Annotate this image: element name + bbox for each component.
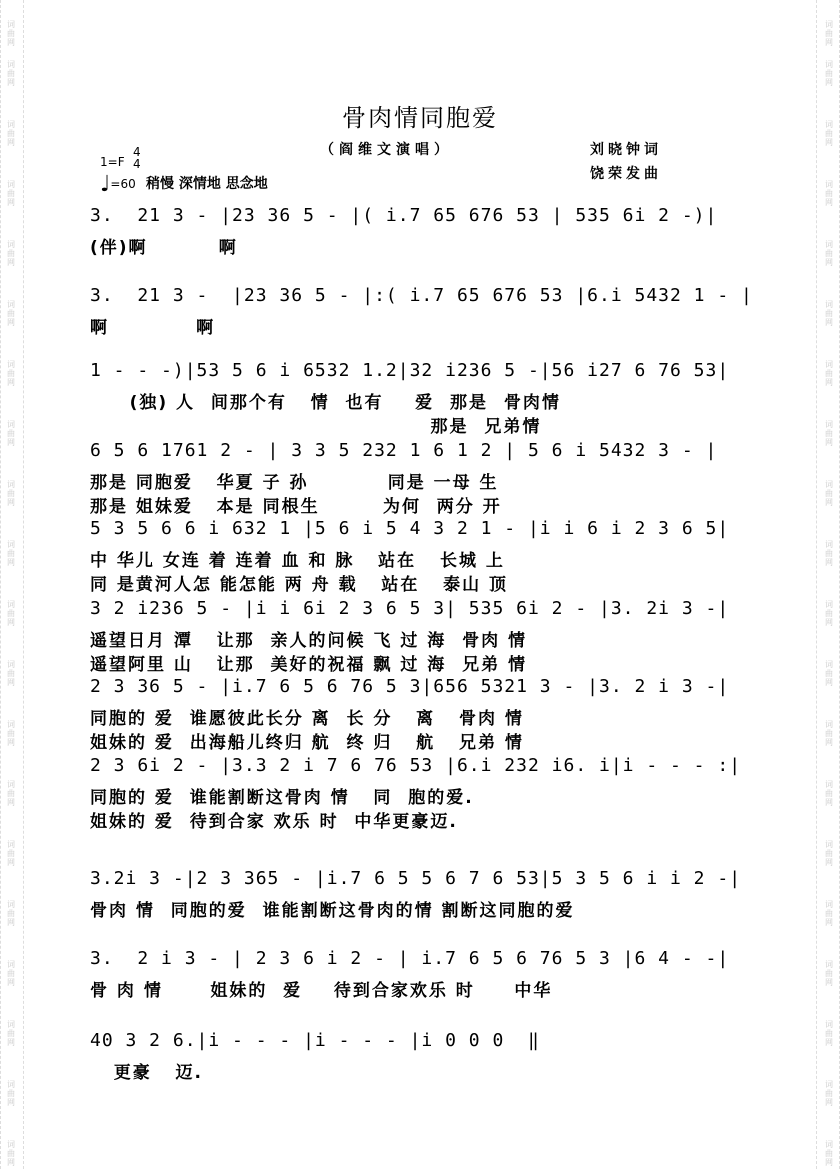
watermark: 词 曲 网: [7, 840, 15, 867]
watermark: 词 曲 网: [7, 1020, 15, 1047]
lyric-line: 同胞的 爱 谁能割断这骨肉 情 同 胞的爱.: [90, 788, 474, 808]
lyric-line: 啊 啊: [90, 318, 216, 338]
lyric-line: 更豪 迈.: [90, 1063, 203, 1083]
notation-line: 3. 21 3 - |23 36 5 - |( i.7 65 676 53 | 535 6i 2 -)|: [90, 205, 718, 226]
notation-line: 40 3 2 6.|i - - - |i - - - |i 0 0 0 ‖: [90, 1030, 540, 1051]
notation-line: 5 3 5 6 6 i 632 1 |5 6 i 5 4 3 2 1 - |i i 6 i 2 3 6 5|: [90, 518, 730, 539]
watermark: 词 曲 网: [7, 360, 15, 387]
watermark: 词 曲 网: [7, 960, 15, 987]
watermark: 词 曲 网: [825, 60, 833, 87]
watermark: 词 曲 网: [825, 540, 833, 567]
watermark: 词 曲 网: [825, 1080, 833, 1107]
right-margin: [816, 0, 840, 1169]
watermark: 词 曲 网: [7, 300, 15, 327]
watermark: 词 曲 网: [825, 840, 833, 867]
watermark: 词 曲 网: [825, 780, 833, 807]
watermark: 词 曲 网: [7, 420, 15, 447]
watermark: 词 曲 网: [825, 900, 833, 927]
watermark: 词 曲 网: [7, 900, 15, 927]
watermark: 词 曲 网: [825, 20, 833, 47]
watermark: 词 曲 网: [825, 1140, 833, 1167]
lyric-line-2: 姐妹的 爱 出海船儿终归 航 终 归 航 兄弟 情: [90, 733, 524, 753]
watermark: 词 曲 网: [7, 20, 15, 47]
watermark: 词 曲 网: [7, 1140, 15, 1167]
notation-line: 2 3 6i 2 - |3.3 2 i 7 6 76 53 |6.i 232 i6. i|i - - - :|: [90, 755, 742, 776]
lyric-line-2: 姐妹的 爱 待到合家 欢乐 时 中华更豪迈.: [90, 812, 458, 832]
watermark: 词 曲 网: [7, 780, 15, 807]
tempo-mark: ♩=60: [100, 172, 136, 197]
watermark: 词 曲 网: [7, 660, 15, 687]
watermark: 词 曲 网: [825, 720, 833, 747]
lyric-line-2: 那是 兄弟情: [90, 417, 542, 437]
quarter-note-icon: ♩: [100, 172, 111, 197]
lyric-line-2: 遥望阿里 山 让那 美好的祝福 飘 过 海 兄弟 情: [90, 655, 528, 675]
expression-mark: 稍慢 深情地 思念地: [146, 176, 268, 192]
singer-credit: （阎维文演唱）: [320, 142, 453, 158]
lyric-line: 那是 同胞爱 华夏 子 孙 同是 一母 生: [90, 473, 499, 493]
notation-line: 3. 21 3 - |23 36 5 - |:( i.7 65 676 53 |6.i 5432 1 - |: [90, 285, 753, 306]
key-signature: 1=F: [100, 155, 125, 169]
notation-line: 6 5 6 1761 2 - | 3 3 5 232 1 6 1 2 | 5 6 i 5432 3 - |: [90, 440, 718, 461]
watermark: 词 曲 网: [7, 480, 15, 507]
composer-credit: 饶荣发曲: [590, 166, 662, 182]
lyric-line: 同胞的 爱 谁愿彼此长分 离 长 分 离 骨肉 情: [90, 709, 524, 729]
song-title: 骨肉情同胞爱: [342, 104, 498, 132]
notation-line: 2 3 36 5 - |i.7 6 5 6 76 5 3|656 5321 3 - |3. 2 i 3 -|: [90, 676, 730, 697]
watermark: 词 曲 网: [7, 540, 15, 567]
watermark: 词 曲 网: [7, 180, 15, 207]
watermark: 词 曲 网: [825, 660, 833, 687]
lyric-line: (伴)啊 啊: [90, 238, 238, 258]
left-margin: [0, 0, 24, 1169]
watermark: 词 曲 网: [825, 120, 833, 147]
time-signature: 4 4: [133, 145, 141, 171]
watermark: 词 曲 网: [7, 120, 15, 147]
watermark: 词 曲 网: [825, 420, 833, 447]
notation-line: 1 - - -)|53 5 6 i 6532 1.2|32 i236 5 -|56 i27 6 76 53|: [90, 360, 730, 381]
watermark: 词 曲 网: [7, 60, 15, 87]
watermark: 词 曲 网: [825, 180, 833, 207]
watermark: 词 曲 网: [825, 300, 833, 327]
lyric-line: 中 华儿 女连 着 连着 血 和 脉 站在 长城 上: [90, 551, 505, 571]
lyric-line: 骨 肉 情 姐妹的 爱 待到合家欢乐 时 中华: [90, 981, 553, 1001]
lyricist-credit: 刘晓钟词: [590, 142, 662, 158]
lyric-line-2: 那是 姐妹爱 本是 同根生 为何 两分 开: [90, 497, 502, 517]
lyric-line: (独) 人 间那个有 情 也有 爱 那是 骨肉情: [90, 393, 561, 413]
watermark: 词 曲 网: [825, 480, 833, 507]
lyric-line-2: 同 是黄河人怎 能怎能 两 舟 载 站在 泰山 顶: [90, 575, 509, 595]
watermark: 词 曲 网: [825, 600, 833, 627]
notation-line: 3. 2 i 3 - | 2 3 6 i 2 - | i.7 6 5 6 76 5 3 |6 4 - -|: [90, 948, 730, 969]
notation-line: 3.2i 3 -|2 3 365 - |i.7 6 5 5 6 7 6 53|5 3 5 6 i i 2 -|: [90, 868, 742, 889]
watermark: 词 曲 网: [7, 720, 15, 747]
watermark: 词 曲 网: [825, 960, 833, 987]
lyric-line: 遥望日月 潭 让那 亲人的问候 飞 过 海 骨肉 情: [90, 631, 528, 651]
watermark: 词 曲 网: [825, 360, 833, 387]
watermark: 词 曲 网: [825, 240, 833, 267]
lyric-line: 骨肉 情 同胞的爱 谁能割断这骨肉的情 割断这同胞的爱: [90, 901, 575, 921]
watermark: 词 曲 网: [7, 1080, 15, 1107]
notation-line: 3 2 i236 5 - |i i 6i 2 3 6 5 3| 535 6i 2 - |3. 2i 3 -|: [90, 598, 730, 619]
watermark: 词 曲 网: [7, 240, 15, 267]
watermark: 词 曲 网: [7, 600, 15, 627]
watermark: 词 曲 网: [825, 1020, 833, 1047]
